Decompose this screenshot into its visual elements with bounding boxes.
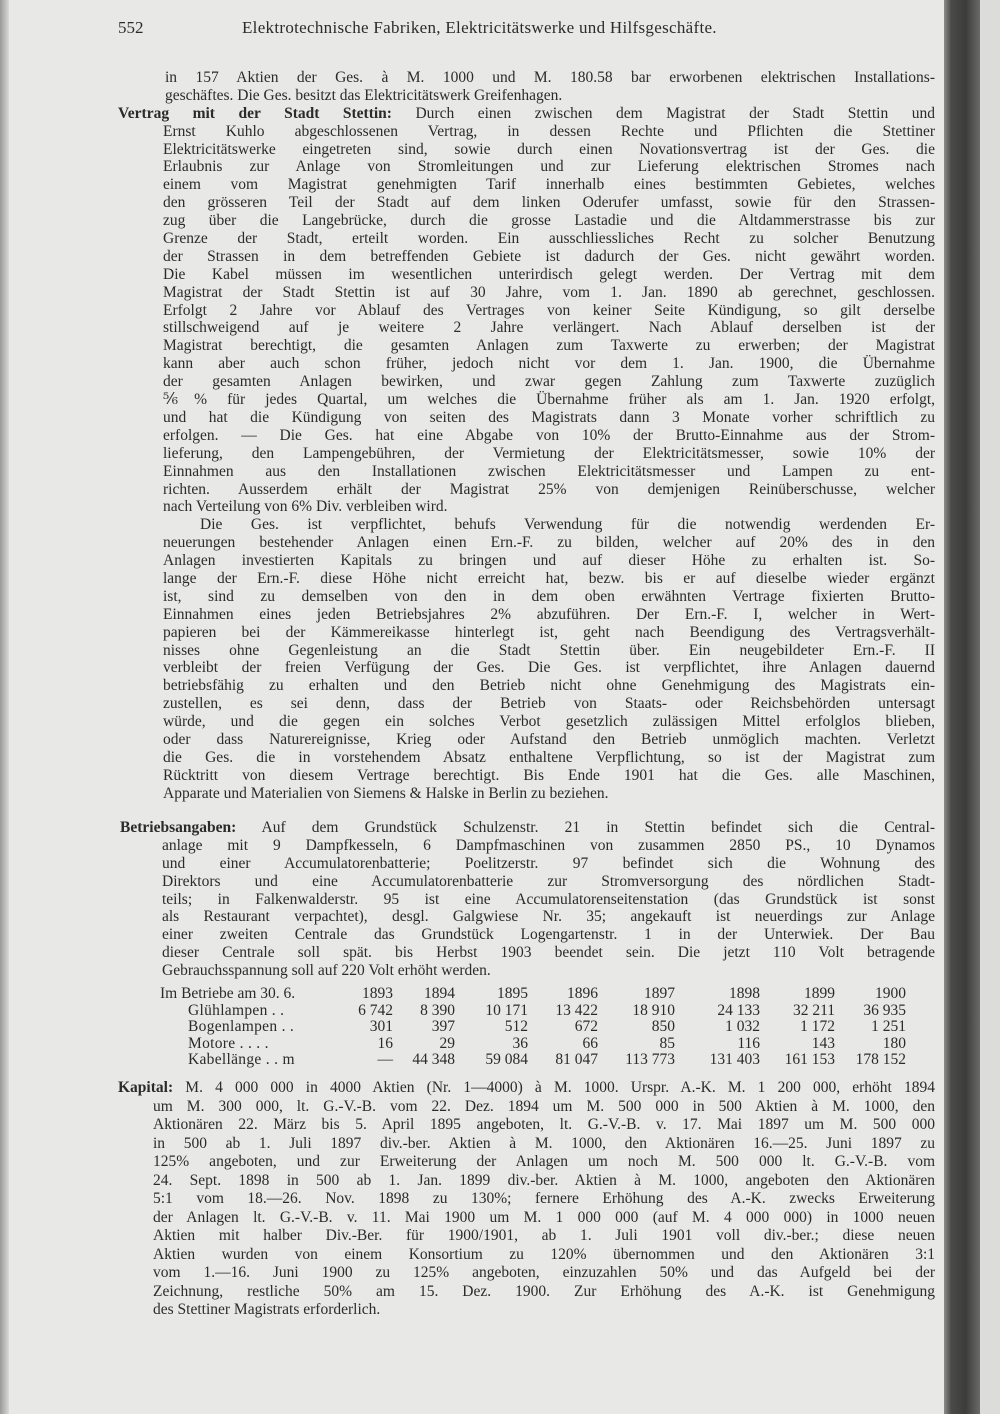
section-label: Vertrag mit der Stadt Stettin: xyxy=(118,104,392,122)
text-run: Auf dem Grundstück Schulzenstr. 21 in Stettin befindet sich die Central- xyxy=(261,819,935,836)
text-line: Rücktritt von diesem Vertrage berechtigt. Bis Ende 1901 hat die Ges. alle Maschinen, xyxy=(163,766,935,784)
operations-table xyxy=(0,985,1000,1075)
text-run: M. 4 000 000 in 4000 Aktien (Nr. 1—4000) à M. 1000. Urspr. A.-K. M. 1 200 000, erhöht 1894 xyxy=(185,1079,935,1096)
year-header: 1893 xyxy=(362,985,393,1002)
year-header: 1899 xyxy=(804,985,835,1002)
scan-left-edge xyxy=(0,0,9,1414)
scan-right-margin xyxy=(980,0,1000,1414)
table-cell: — xyxy=(377,1051,393,1069)
text-line: in 157 Aktien der Ges. à M. 1000 und M. 180.58 bar erworbenen elektrischen Installations- xyxy=(165,69,935,86)
text-line: lange der Ern.-F. diese Höhe nicht erreicht hat, bezw. bis er auf dieselbe wieder ergänzt xyxy=(163,569,935,587)
table-cell: 1 032 xyxy=(725,1018,760,1036)
text-line: Ernst Kuhlo abgeschlossenen Vertrag, in dessen Rechte und Pflichten die Stettiner xyxy=(163,122,935,140)
text-line: Einnahmen eines jeden Betriebsjahres 2% abzuführen. Der Ern.-F. I, welcher in Wert- xyxy=(163,605,935,623)
text-line: Magistrat der Stadt Stettin ist auf 30 Jahre, vom 1. Jan. 1890 ab gerechnet, geschlossen. xyxy=(163,283,935,301)
scan-binding-shadow xyxy=(944,0,980,1414)
table-cell: 18 910 xyxy=(632,1001,675,1019)
text-line: zug über die Langebrücke, durch die grosse Lastadie und die Altdammerstrasse bis zur xyxy=(163,212,935,230)
text-line: und einer Accumulatorenbatterie; Poelitzerstr. 97 befindet sich die Wohnung des xyxy=(162,854,935,872)
kapital-section xyxy=(118,1079,935,1320)
text-line: um M. 300 000, lt. G.-V.-B. vom 22. Dez. 1894 um M. 500 000 in 500 Aktien à M. 1000, den xyxy=(153,1097,935,1115)
table-cell: 672 xyxy=(574,1018,598,1036)
row-label: Bogenlampen . . xyxy=(188,1018,295,1036)
row-label: Motore . . . . xyxy=(188,1034,269,1052)
text-line: Direktors und eine Accumulatorenbatterie zur Stromversorgung des nördlichen Stadt- xyxy=(162,872,935,890)
first-line xyxy=(118,105,935,123)
page-number: 552 xyxy=(118,18,144,37)
text-line: einer zweiten Centrale das Grundstück Logengartenstr. 1 in der Unterwiek. Der Bau xyxy=(162,926,935,944)
text-line: kann aber auch schon früher, jedoch nicht vor dem 1. Jan. 1900, die Übernahme xyxy=(163,355,935,373)
table-cell: 850 xyxy=(651,1018,675,1036)
first-line xyxy=(120,819,935,837)
page-header xyxy=(118,18,938,42)
text-run: Durch einen zwischen dem Magistrat der Stadt Stettin und xyxy=(415,104,935,122)
table-cell: 81 047 xyxy=(555,1051,598,1069)
text-line: Gebrauchsspannung soll auf 220 Volt erhöht werden. xyxy=(162,962,491,980)
text-line: oder dass Naturereignisse, Krieg oder Aufstand den Betrieb unmöglich machten. Verletzt xyxy=(163,730,935,748)
text-line: würde, und die gegen ein solches Verbot gesetzlich zulässigen Mittel erfolglos blieben, xyxy=(163,713,935,731)
text-line: Erlaubnis zur Anlage von Stromleitungen und zur Lieferung elektrischen Stromes nach xyxy=(163,158,935,176)
text-line: in 500 ab 1. Juli 1897 div.-ber. Aktien à M. 1000, den Aktionären 16.—25. Juni 1897 zu xyxy=(153,1134,935,1152)
text-line: Apparate und Materialien von Siemens & Halske in Berlin zu beziehen. xyxy=(163,784,609,802)
vertrag-section xyxy=(118,105,935,803)
text-line: papieren bei der Kämmereikasse hinterlegt ist, geht nach Beendigung des Vertragsverhält- xyxy=(163,623,935,641)
text-line: stillschweigend auf je weitere 2 Jahre verlängert. Nach Ablauf derselben ist der xyxy=(163,319,935,337)
year-header: 1895 xyxy=(497,985,528,1002)
text-line: dieser Centrale soll spät. bis Herbst 1903 beendet sein. Die jetzt 110 Volt betragende xyxy=(162,944,935,962)
table-cell: 10 171 xyxy=(485,1001,528,1019)
text-line: Aktionären 22. März bis 5. April 1895 angeboten, lt. G.-V.-B. v. 17. Mai 1897 um M. 500 000 xyxy=(153,1116,935,1133)
first-line xyxy=(118,1079,935,1098)
table-cell: 143 xyxy=(811,1034,835,1052)
text-line: erfolgen. — Die Ges. hat eine Abgabe von 10% der Brutto-Einnahme aus der Strom- xyxy=(163,426,935,444)
text-line: den grösseren Teil der Stadt auf dem linken Oderufer umfasst, sowie für den Strassen- xyxy=(163,194,935,212)
year-header: 1896 xyxy=(567,985,598,1002)
table-cell: 16 xyxy=(377,1034,393,1052)
table-cell: 59 084 xyxy=(485,1051,528,1069)
table-cell: 397 xyxy=(431,1018,455,1036)
table-cell: 116 xyxy=(737,1034,760,1052)
table-header-label: Im Betriebe am 30. 6. xyxy=(160,985,296,1002)
table-cell: 13 422 xyxy=(555,1001,598,1019)
year-header: 1897 xyxy=(644,985,675,1002)
text-line: anlage mit 9 Dampfkesseln, 6 Dampfmaschinen von zusammen 2850 PS., 10 Dynamos xyxy=(162,836,935,854)
text-line: zustellen, es sei denn, dass der Betrieb von Staats- oder Reichsbehörden untersagt xyxy=(163,695,935,713)
text-line: nisses ohne Gegenleistung an die Stadt Stettin über. Ein neugebildeter Ern.-F. II xyxy=(163,641,935,659)
text-line: ⅚% für jedes Quartal, um welches die Übernahme früher als am 1. Jan. 1920 erfolgt, xyxy=(163,391,935,409)
text-line: Elektricitätswerke eingetreten sind, sowie durch einen Novationsvertrag ist der Ges. die xyxy=(163,140,935,158)
text-line: Zeichnung, restliche 50% am 15. Dez. 1900. Zur Erhöhung des A.-K. ist Genehmigung xyxy=(153,1282,935,1300)
text-line: 5:1 vom 18.—26. Nov. 1898 zu 130%; fernere Erhöhung des A.-K. zwecks Erweiterung xyxy=(153,1190,935,1207)
table-cell: 32 211 xyxy=(792,1001,835,1019)
text-line: der Anlagen lt. G.-V.-B. v. 11. Mai 1900 um M. 1 000 000 (auf M. 4 000 000) in 1000 neuen xyxy=(153,1208,935,1226)
table-cell: 512 xyxy=(504,1018,528,1036)
text-line: Magistrat berechtigt, die gesamten Anlagen zum Taxwerte zu erwerben; der Magistrat xyxy=(163,337,935,355)
table-cell: 66 xyxy=(582,1034,598,1052)
table-cell: 131 403 xyxy=(709,1051,760,1069)
text-line: verbleibt der freien Verfügung der Ges. Die Ges. ist verpflichtet, ihre Anlagen dauernd xyxy=(163,659,935,677)
text-line: Die Kabel müssen im wesentlichen unterirdisch gelegt werden. Der Vertrag mit dem xyxy=(163,265,935,283)
text-line: 125% angeboten, und zur Erweiterung der Anlagen um noch M. 500 000 lt. G.-V.-B. vom xyxy=(153,1153,935,1170)
text-line: Anlagen investierten Kapitals zu bringen und auf dieser Höhe zu erhalten ist. So- xyxy=(163,552,935,570)
table-cell: 36 xyxy=(512,1034,528,1052)
table-cell: 6 742 xyxy=(358,1001,393,1019)
text-line: nach Verteilung von 6% Div. verbleiben wird. xyxy=(163,498,448,516)
text-line: betriebsfähig zu erhalten und den Betrieb nicht ohne Genehmigung des Magistrats ein- xyxy=(163,677,935,695)
table-cell: 85 xyxy=(659,1034,675,1052)
table-cell: 301 xyxy=(369,1018,393,1036)
running-title: Elektrotechnische Fabriken, Elektricitätswerke und Hilfsgeschäfte. xyxy=(242,18,717,37)
text-line: Die Ges. ist verpflichtet, behufs Verwendung für die notwendig werdenden Er- xyxy=(200,516,935,534)
text-line: Grenze der Stadt, erteilt worden. Ein ausschliessliches Recht zu solcher Benutzung xyxy=(163,230,935,248)
table-cell: 1 172 xyxy=(800,1018,835,1036)
row-label: Glühlampen . . xyxy=(188,1001,285,1019)
text-line: lieferung, den Lampengebühren, der Vermietung der Elektricitätsmesser, sowie 10% der xyxy=(163,444,935,462)
text-line: als Restaurant verpachtet), desgl. Galgwiese Nr. 35; angekauft ist neuerdings zur Anlage xyxy=(162,908,935,926)
table-cell: 180 xyxy=(882,1034,906,1052)
text-line: einem vom Magistrat genehmigten Tarif innerhalb eines bestimmten Gebietes, welches xyxy=(163,176,935,194)
table-cell: 44 348 xyxy=(412,1051,455,1069)
table-cell: 29 xyxy=(439,1034,455,1052)
text-line: vom 1.—16. Juni 1900 zu 125% angeboten, einzuzahlen 50% und das Aufgeld bei der xyxy=(153,1264,935,1281)
text-line: neuerungen bestehender Anlagen einen Ern.-F. zu bilden, welcher auf 20% des in den xyxy=(163,534,935,552)
text-line: des Stettiner Magistrats erforderlich. xyxy=(153,1301,381,1318)
betriebsangaben-section xyxy=(120,819,935,980)
text-line: Einnahmen aus den Installationen zwischen Elektricitätsmesser und Lampen zu ent- xyxy=(163,462,935,480)
year-header: 1900 xyxy=(875,985,906,1002)
table-cell: 24 133 xyxy=(717,1001,760,1019)
table-cell: 113 773 xyxy=(625,1051,675,1069)
table-cell: 161 153 xyxy=(784,1051,835,1069)
text-line: ist, sind zu demselben von den in dem oben erwähnten Vertrage fixierten Brutto- xyxy=(163,587,935,605)
text-line: der gesamten Anlagen bewirken, und zwar gegen Zahlung zum Taxwerte zuzüglich xyxy=(163,373,935,391)
text-line: 24. Sept. 1898 in 500 ab 1. Jan. 1899 div.-ber. Aktien à M. 1000, angeboten den Aktionären xyxy=(153,1171,935,1189)
year-header: 1898 xyxy=(729,985,760,1002)
text-line: Aktien mit halber Div.-Ber. für 1900/1901, ab 1. Juli 1901 voll div.-ber.; diese neuen xyxy=(153,1227,935,1244)
section-label: Kapital: xyxy=(118,1079,174,1096)
year-header: 1894 xyxy=(424,985,455,1002)
row-label: Kabellänge . . m xyxy=(188,1051,295,1069)
table-cell: 8 390 xyxy=(420,1001,455,1019)
text-line: teils; in Falkenwalderstr. 95 ist eine Accumulatorenseitenstation (das Grundstück ist sonst xyxy=(162,890,935,908)
text-line: richten. Ausserdem erhält der Magistrat 25% von demjenigen Reinüberschusse, welcher xyxy=(163,480,935,498)
table-cell: 36 935 xyxy=(863,1001,906,1019)
text-line: Aktien wurden von einem Konsortium zu 120% übernommen und den Aktionären 3:1 xyxy=(153,1245,935,1263)
text-line: Erfolgt 2 Jahre vor Ablauf des Vertrages von keiner Seite Kündigung, so gilt derselbe xyxy=(163,301,935,319)
intro-section xyxy=(165,69,935,105)
text-line: der Strassen in dem betreffenden Gebiete ist dadurch der Ges. nicht gewährt worden. xyxy=(163,247,935,265)
section-label: Betriebsangaben: xyxy=(120,819,237,836)
table-cell: 1 251 xyxy=(871,1018,906,1036)
table-cell: 178 152 xyxy=(855,1051,906,1069)
text-line: geschäftes. Die Ges. besitzt das Elektricitätswerk Greifenhagen. xyxy=(165,86,563,104)
text-line: und hat die Kündigung von seiten des Magistrats dann 3 Monate vorher schriftlich zu xyxy=(163,408,935,426)
text-line: die Ges. die in vorstehendem Absatz enthaltene Verpflichtung, so ist der Magistrat zum xyxy=(163,748,935,766)
